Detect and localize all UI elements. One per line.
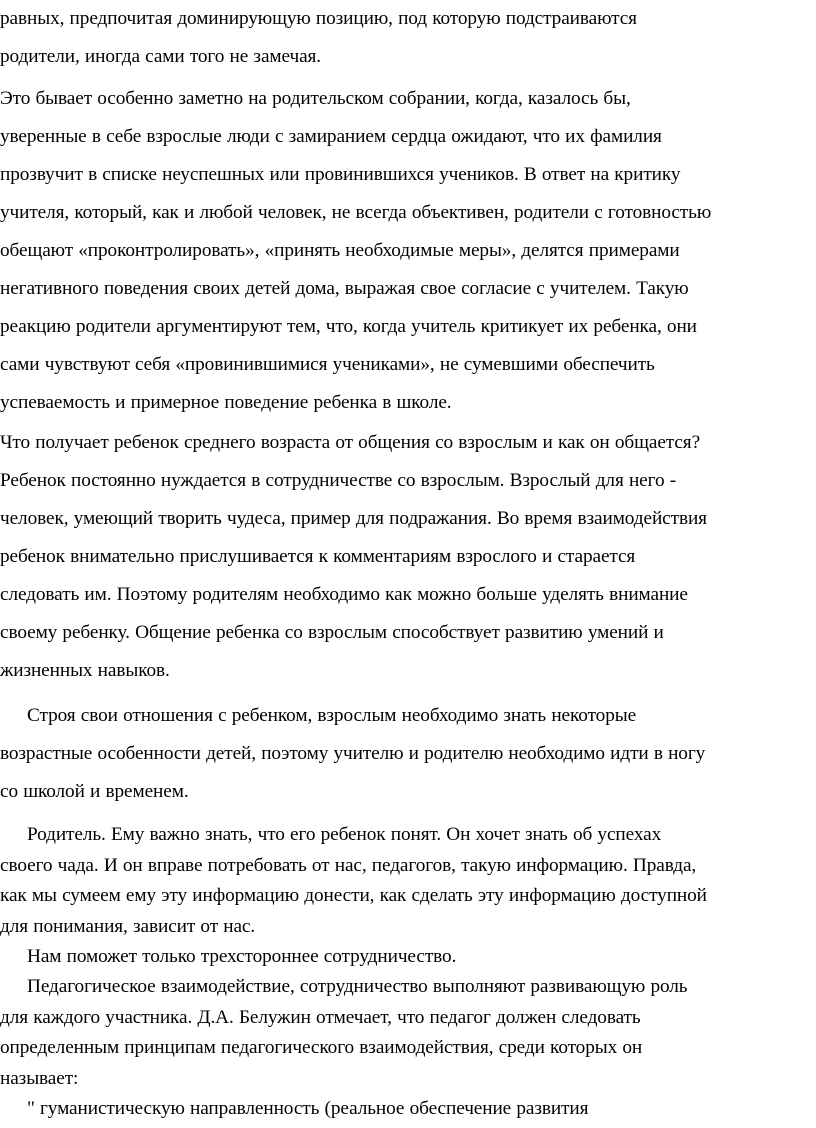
paragraph-1 xyxy=(0,0,637,76)
text-line: как мы сумеем ему эту информацию донести, как сделать эту информацию доступной xyxy=(0,885,707,906)
paragraph-2 xyxy=(0,80,711,422)
text-line: обещают «проконтролировать», «принять необходимые меры», делятся примерами xyxy=(0,240,680,261)
text-line: успеваемость и примерное поведение ребенка в школе. xyxy=(0,392,452,413)
text-line: родители, иногда сами того не замечая. xyxy=(0,46,322,67)
text-line: Это бывает особенно заметно на родительском собрании, когда, казалось бы, xyxy=(0,88,631,109)
text-line: человек, умеющий творить чудеса, пример для подражания. Во время взаимодействия xyxy=(0,508,707,529)
text-line: следовать им. Поэтому родителям необходимо как можно больше уделять внимание xyxy=(0,584,688,605)
text-line: своему ребенку. Общение ребенка со взрослым способствует развитию умений и xyxy=(0,622,664,643)
text-line: учителя, который, как и любой человек, не всегда объективен, родители с готовностью xyxy=(0,202,712,223)
text-line: жизненных навыков. xyxy=(0,660,170,681)
text-line: возрастные особенности детей, поэтому учителю и родителю необходимо идти в ногу xyxy=(0,743,706,764)
text-line: своего чада. И он вправе потребовать от нас, педагогов, такую информацию. Правда, xyxy=(0,854,697,876)
paragraph-7 xyxy=(0,972,688,1094)
text-line: со школой и временем. xyxy=(0,781,189,802)
text-line: негативного поведения своих детей дома, выражая свое согласие с учителем. Такую xyxy=(0,278,689,299)
text-line: для понимания, зависит от нас. xyxy=(0,915,256,937)
paragraph-3 xyxy=(0,424,707,690)
paragraph-6 xyxy=(0,942,456,973)
text-line: сами чувствуют себя «провинившимися учениками», не сумевшими обеспечить xyxy=(0,354,655,375)
text-line: прозвучит в списке неуспешных или провинившихся учеников. В ответ на критику xyxy=(0,164,681,185)
text-line: Ребенок постоянно нуждается в сотрудничестве со взрослым. Взрослый для него - xyxy=(0,470,677,491)
text-line: Родитель. Ему важно знать, что его ребенок понят. Он хочет знать об успехах xyxy=(27,824,662,845)
text-line: уверенные в себе взрослые люди с замиранием сердца ожидают, что их фамилия xyxy=(0,126,662,147)
text-line: для каждого участника. Д.А. Белужин отмечает, что педагог должен следовать xyxy=(0,1006,641,1028)
text-line: Что получает ребенок среднего возраста от общения со взрослым и как он общается? xyxy=(0,432,701,453)
text-line: Нам поможет только трехстороннее сотрудничество. xyxy=(27,946,457,967)
text-line: ребенок внимательно прислушивается к комментариям взрослого и старается xyxy=(0,546,636,567)
text-line: реакцию родители аргументируют тем, что, когда учитель критикует их ребенка, они xyxy=(0,316,697,337)
text-line: " гуманистическую направленность (реальное обеспечение развития xyxy=(27,1098,589,1119)
text-line: Педагогическое взаимодействие, сотрудничество выполняют развивающую роль xyxy=(27,976,688,997)
text-line: определенным принципам педагогического взаимодействия, среди которых он xyxy=(0,1037,643,1058)
text-line: называет: xyxy=(0,1067,79,1089)
text-line: Строя свои отношения с ребенком, взрослым необходимо знать некоторые xyxy=(27,705,637,726)
paragraph-4 xyxy=(0,697,705,811)
paragraph-8 xyxy=(0,1094,588,1125)
text-line: равных, предпочитая доминирующую позицию, под которую подстраиваются xyxy=(0,8,637,29)
paragraph-5 xyxy=(0,820,707,942)
